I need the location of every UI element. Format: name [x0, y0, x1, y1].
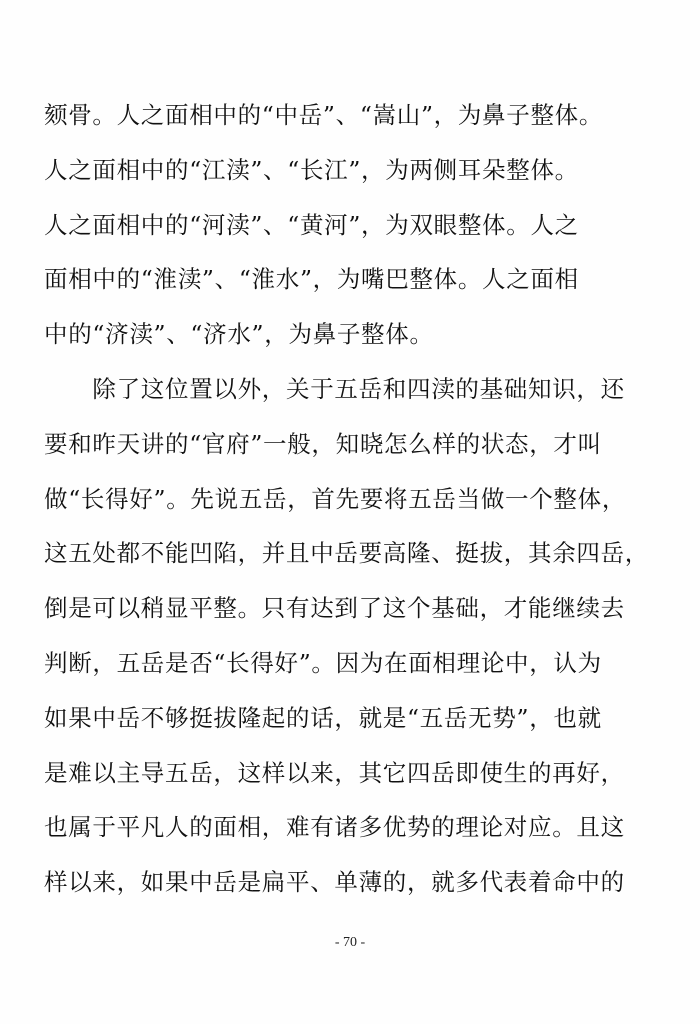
text-line-4: 面相中的“淮渎”、“淮水”，为嘴巴整体。人之面相: [44, 265, 579, 294]
text-line-11: 判断，五岳是否“长得好”。因为在面相理论中，认为: [44, 648, 602, 677]
text-line-12: 如果中岳不够挺拔隆起的话，就是“五岳无势”，也就: [44, 703, 602, 732]
text-line-10: 倒是可以稍显平整。只有达到了这个基础，才能继续去: [44, 594, 625, 623]
text-line-2: 人之面相中的“江渎”、“长江”，为两侧耳朵整体。: [44, 155, 579, 184]
text-line-1: 颏骨。人之面相中的“中岳”、“嵩山”，为鼻子整体。: [44, 101, 604, 129]
text-line-8: 做“长得好”。先说五岳，首先要将五岳当做一个整体，: [44, 484, 627, 513]
body-text: [44, 88, 664, 910]
text-line-5: 中的“济渎”、“济水”，为鼻子整体。: [44, 320, 434, 349]
text-line-13: 是难以主导五岳，这样以来，其它四岳即使生的再好，: [44, 758, 625, 787]
text-line-7: 要和昨天讲的“官府”一般，知晓怎么样的状态，才叫: [44, 429, 602, 458]
text-line-15: 样以来，如果中岳是扁平、单薄的，就多代表着命中的: [44, 868, 625, 897]
text-line-6: 除了这位置以外，关于五岳和四渎的基础知识，还: [44, 374, 625, 403]
text-line-9: 这五处都不能凹陷，并且中岳要高隆、挺拔，其余四岳，: [44, 539, 649, 568]
text-line-14: 也属于平凡人的面相，难有诸多优势的理论对应。且这: [44, 813, 625, 842]
page-number: - 70 -: [334, 935, 366, 950]
text-line-3: 人之面相中的“河渎”、“黄河”，为双眼整体。人之: [44, 210, 579, 239]
